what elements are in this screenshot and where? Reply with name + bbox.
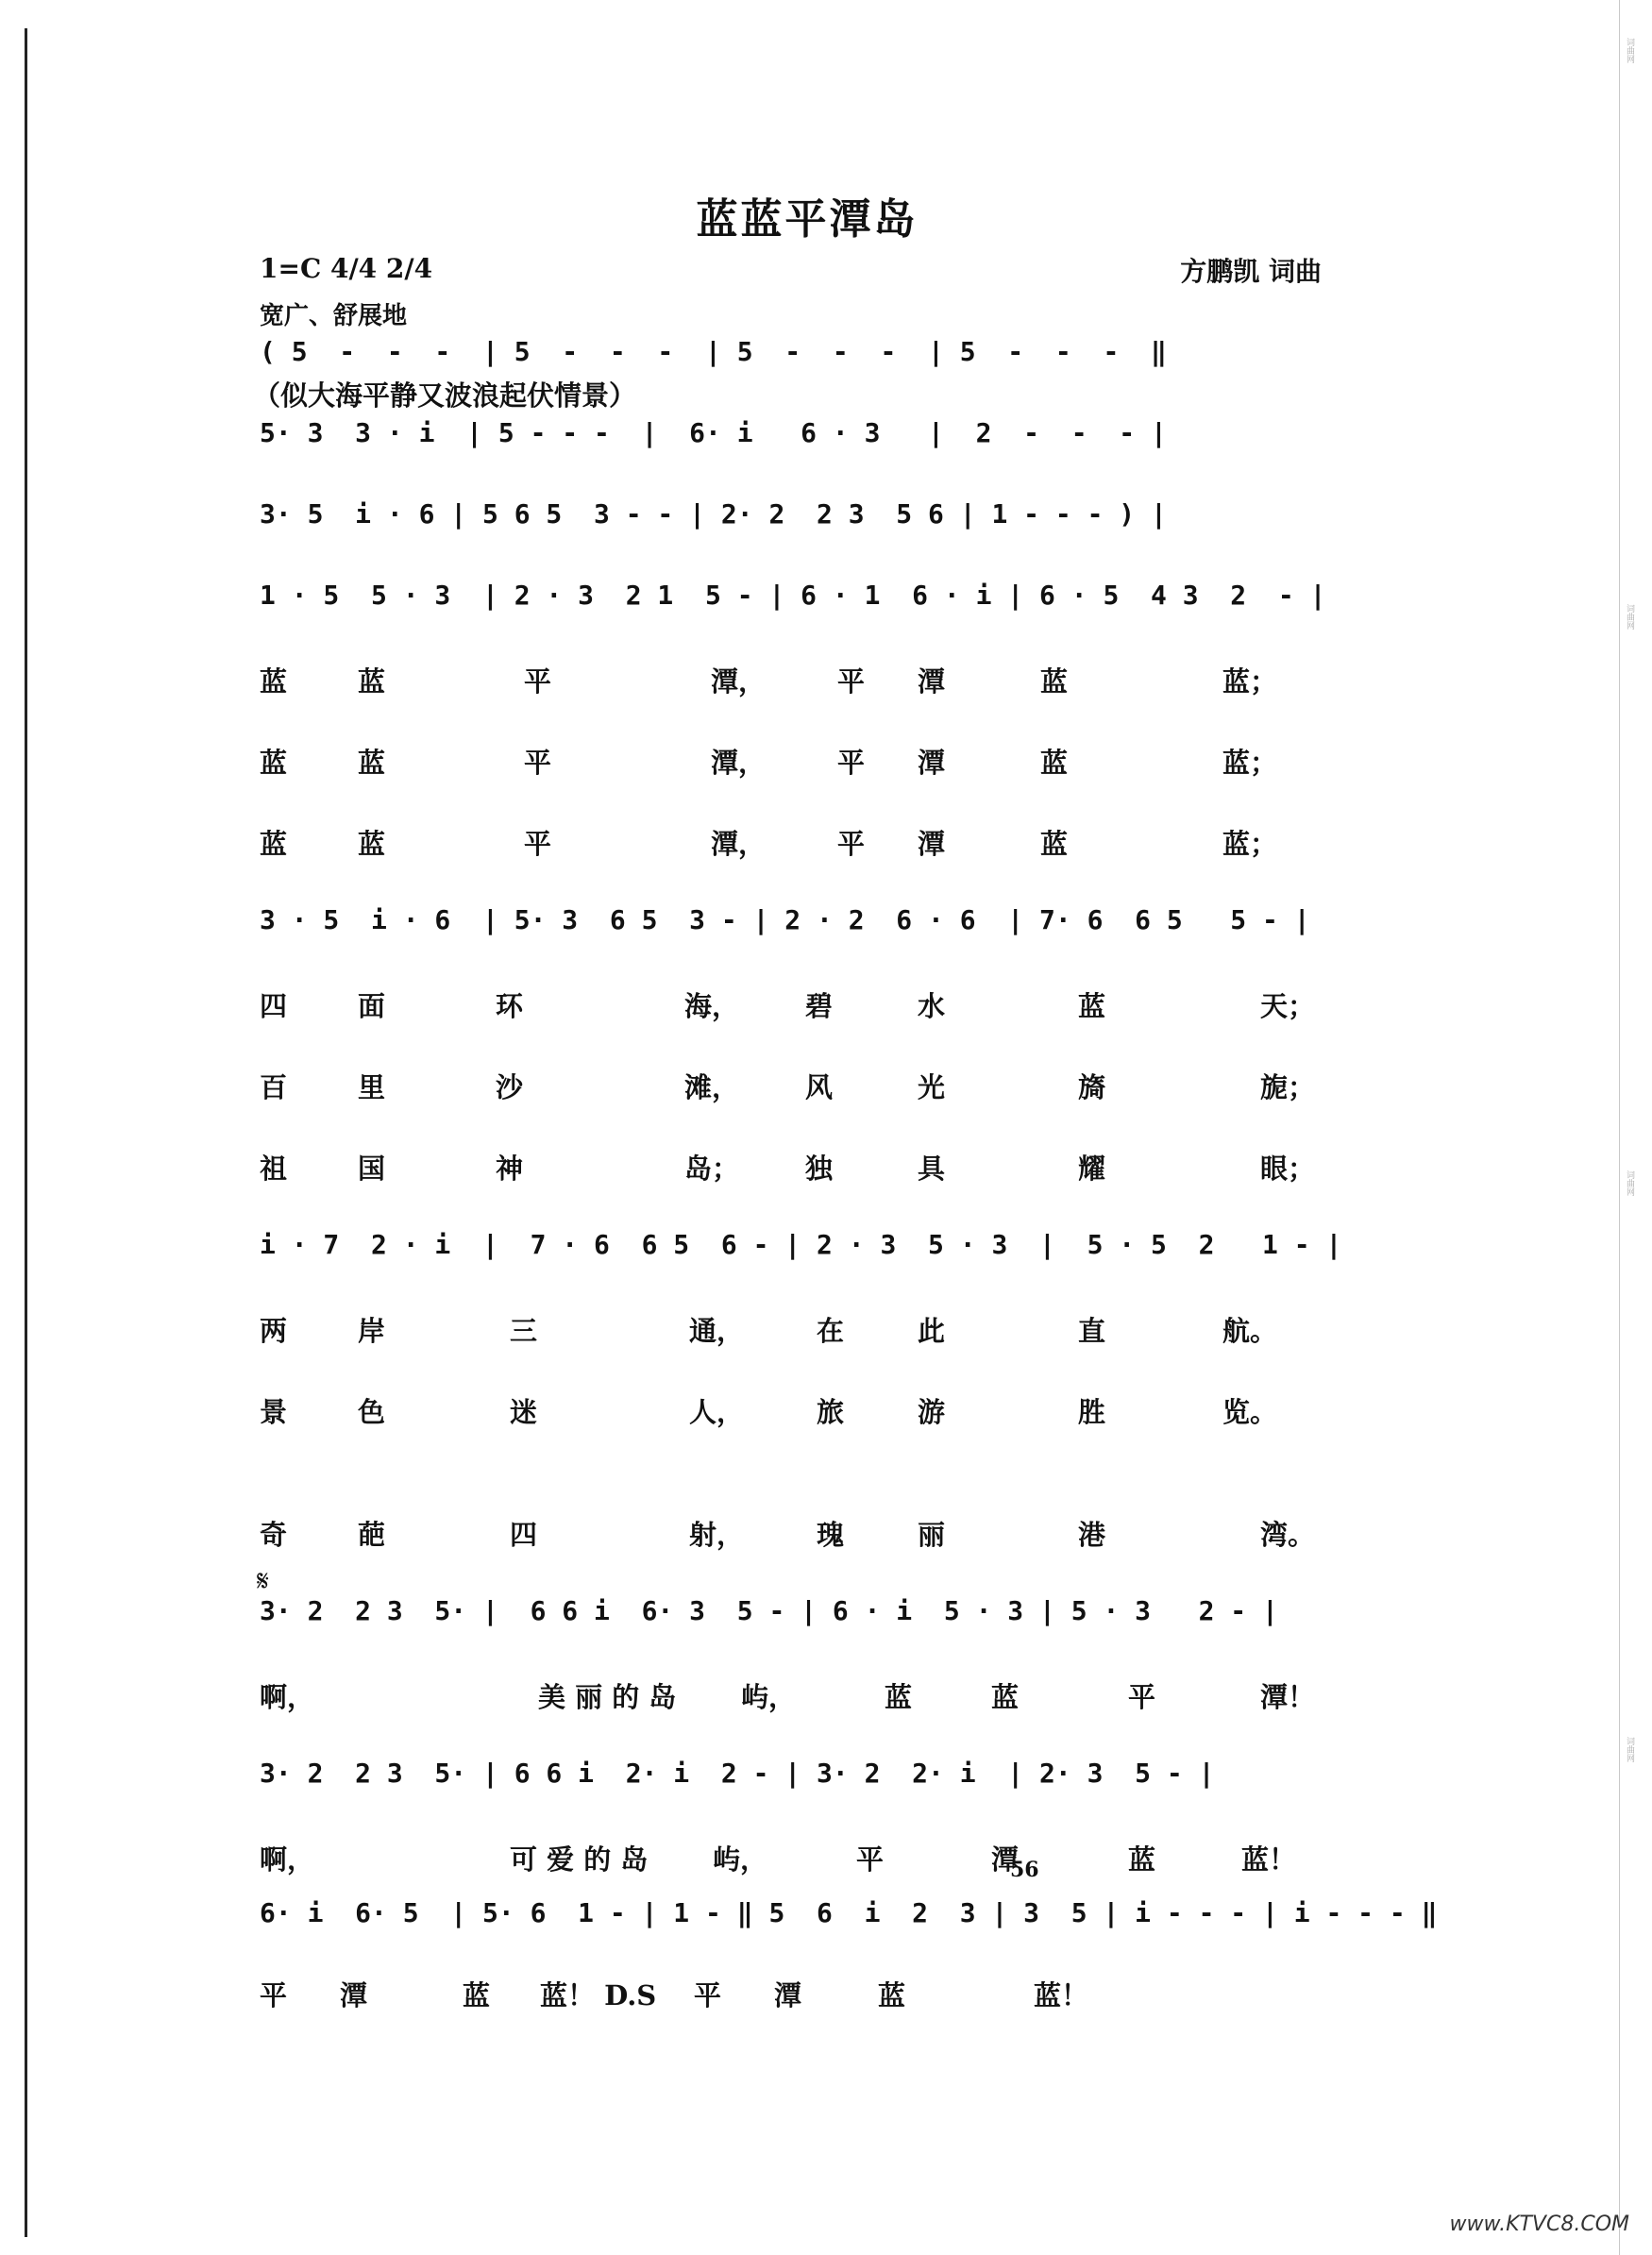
side-strip (1619, 0, 1641, 2255)
fermata-label: 56 (1010, 1858, 1039, 1882)
notation-row: 3 · 5 i · 6 | 5· 3 6 5 3 - | 2 · 2 6 · 6 | 7· 6 6 5 5 - | (260, 904, 1310, 935)
lyric-line: 蓝 蓝 平 潭， 平 潭 蓝 蓝； (260, 665, 1278, 698)
lyric-line: 两 岸 三 通， 在 此 直 航。 (260, 1315, 1278, 1347)
notation-row: 5· 3 3 · i | 5 - - - | 6· i 6 · 3 | 2 - - - | (260, 417, 1167, 448)
side-label: 词曲网 (1625, 1170, 1634, 1196)
lyric-line: 祖 国 神 岛； 独 具 耀 眼； (260, 1153, 1316, 1185)
lyric-line: 啊， 可 爱 的 岛 屿， 平 潭 蓝 蓝！ (260, 1843, 1297, 1876)
song-title: 蓝蓝平潭岛 (696, 195, 919, 244)
author-credit: 方鹏凯 词曲 (1180, 256, 1322, 287)
tempo-mark: 宽广、舒展地 (260, 302, 408, 330)
lyric-line: 景 色 迷 人， 旅 游 胜 览。 (260, 1396, 1278, 1428)
binding-edge (25, 28, 27, 2237)
watermark: www.KTVC8.COM (1449, 2213, 1629, 2236)
side-label: 词曲网 (1625, 604, 1634, 630)
lyric-line: 百 里 沙 滩， 风 光 旖 旎； (260, 1071, 1316, 1103)
lyric-line: 啊， 美 丽 的 岛 屿， 蓝 蓝 平 潭！ (260, 1681, 1316, 1713)
notation-row: ( 5 - - - | 5 - - - | 5 - - - | 5 - - - ‖ (260, 336, 1167, 367)
segno-sign: 𝄋 (257, 1565, 269, 1598)
lyric-line: 蓝 蓝 平 潭， 平 潭 蓝 蓝； (260, 747, 1278, 779)
lyric-line: 平 潭 蓝 蓝！ D.S 平 潭 蓝 蓝！ (260, 1979, 1089, 2011)
intro-note: （似大海平静又波浪起伏情景） (253, 379, 637, 412)
notation-row: 6· i 6· 5 | 5· 6 1 - | 1 - ‖ 5 6 i 2 3 | 3 5 | i - - - | i - - - ‖ (260, 1897, 1438, 1928)
lyric-line: 奇 葩 四 射， 瑰 丽 港 湾。 (260, 1519, 1316, 1551)
side-label: 词曲网 (1625, 38, 1634, 63)
notation-row: i · 7 2 · i | 7 · 6 6 5 6 - | 2 · 3 5 · 3 | 5 · 5 2 1 - | (260, 1229, 1342, 1260)
lyric-line: 四 面 环 海， 碧 水 蓝 天； (260, 990, 1316, 1022)
lyric-line: 蓝 蓝 平 潭， 平 潭 蓝 蓝； (260, 828, 1278, 860)
notation-row: 3· 5 i · 6 | 5 6 5 3 - - | 2· 2 2 3 5 6 | 1 - - - ) | (260, 498, 1167, 530)
notation-row: 3· 2 2 3 5· | 6 6 i 6· 3 5 - | 6 · i 5 · 3 | 5 · 3 2 - | (260, 1595, 1278, 1626)
notation-row: 3· 2 2 3 5· | 6 6 i 2· i 2 - | 3· 2 2· i | 2· 3 5 - | (260, 1758, 1215, 1789)
key-meter: 1=C 4/4 2/4 (260, 253, 433, 284)
side-label: 词曲网 (1625, 1737, 1634, 1762)
notation-row: 1 · 5 5 · 3 | 2 · 3 2 1 5 - | 6 · 1 6 · i | 6 · 5 4 3 2 - | (260, 580, 1326, 611)
